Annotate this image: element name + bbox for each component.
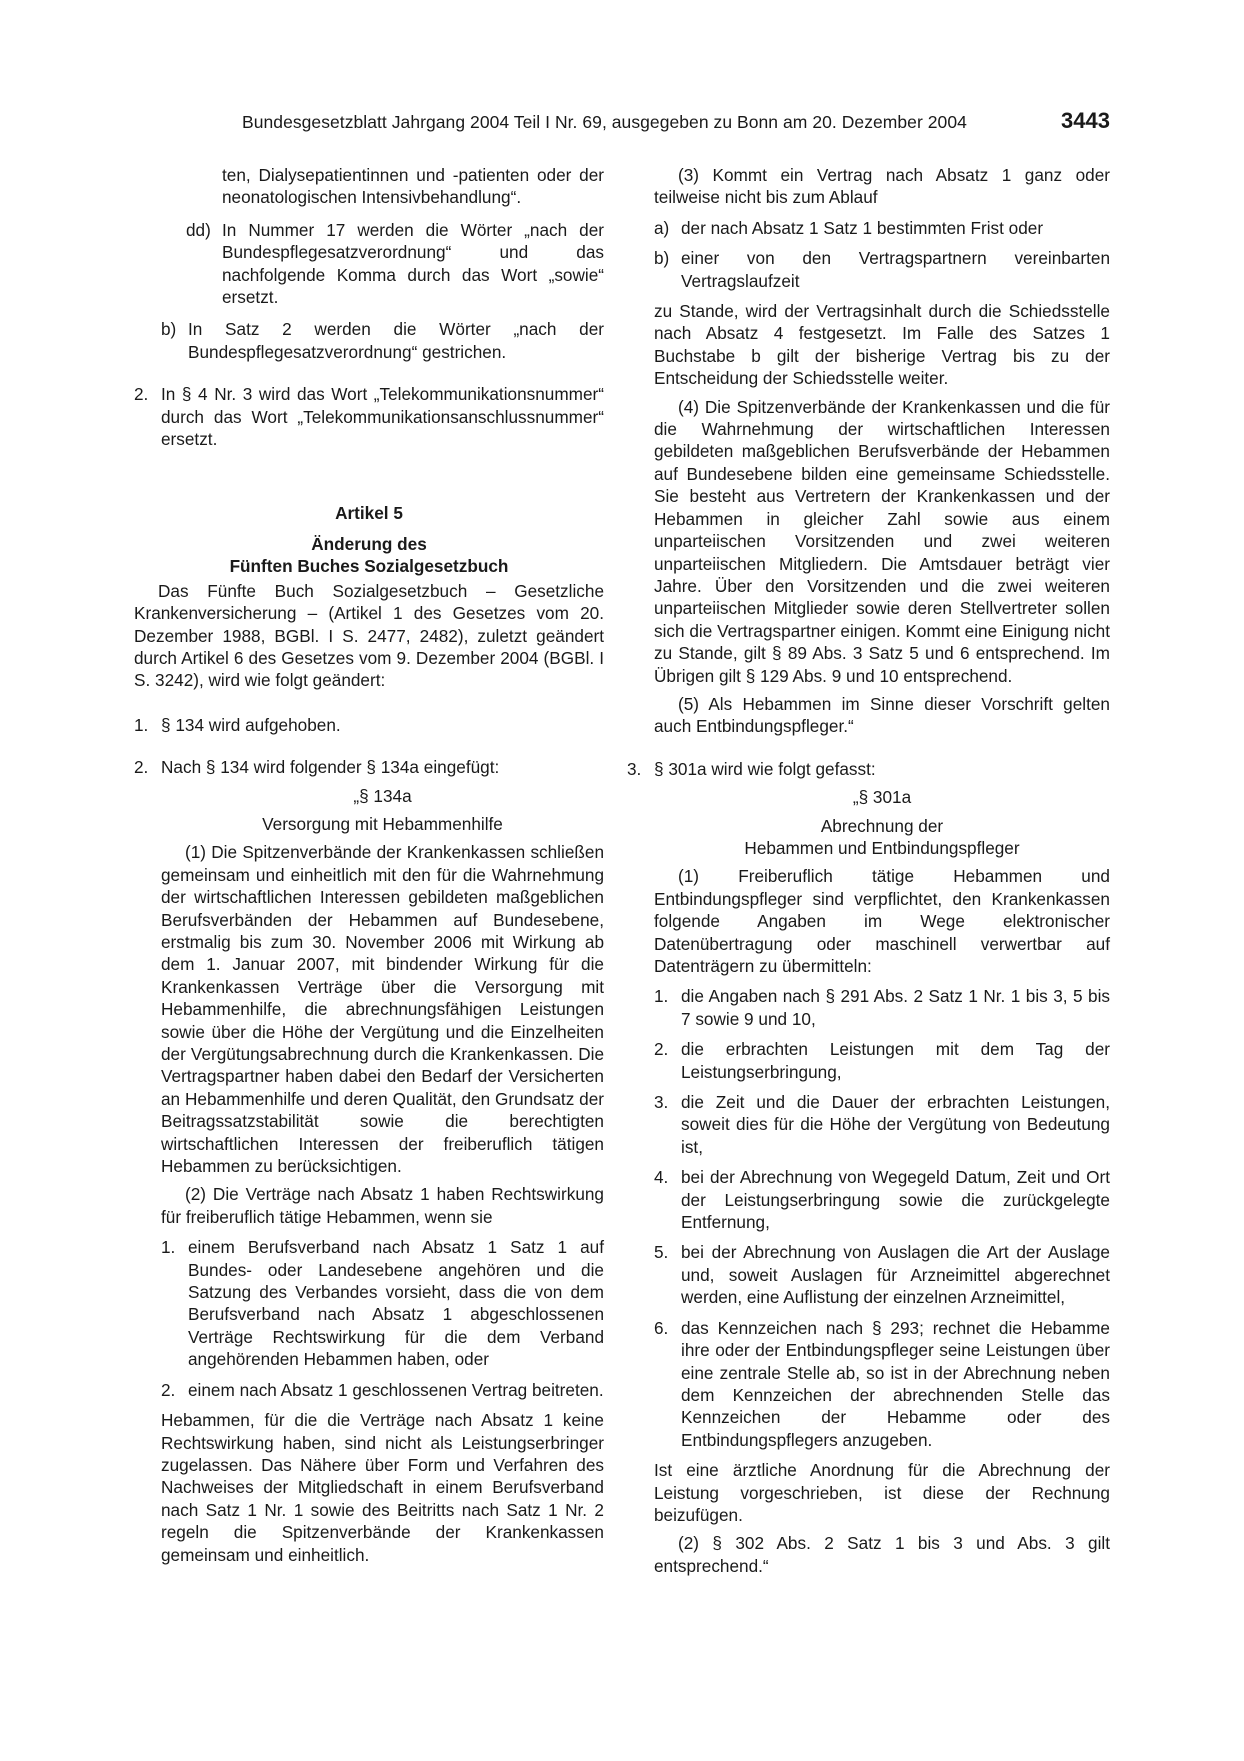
paragraph-r2: (2) § 302 Abs. 2 Satz 1 bis 3 und Abs. 3 gilt entsprechend.“ <box>654 1533 1110 1576</box>
list-text: § 134 wird aufgehoben. <box>161 714 341 735</box>
list-item <box>654 985 1110 1030</box>
list-text: bei der Abrechnung von Auslagen die Art der Auslage und, soweit Auslagen für Arzneimittel abgerechnet werden, eine Auflistung der einzelnen Arzneimittel, <box>681 1242 1110 1308</box>
paragraph-4: (4) Die Spitzenverbände der Krankenkassen und die für die Wahrnehmung der wirtschaftlichen Interessen gebildeten maßgeblichen Berufsverbände der Hebammen auf Bundesebene bilden eine gemeinsame Schiedsstelle. Sie besteht aus Vertretern der Krankenkassen und der Hebammen in gleicher Zahl sowie aus einem unparteiischen Vorsitzenden und zwei weiteren unparteiischen Mitgliedern. Die Amtsdauer beträgt vier Jahre. Über den Vorsitzenden und die zwei weiteren unparteiischen Mitglieder sowie deren Stellvertreter sollen sich die Vertragspartner einigen. Kommt eine Einigung nicht zu Stande, gilt § 89 Abs. 3 Satz 5 und 6 entsprechend. Im Übrigen gilt § 129 Abs. 9 und 10 entsprechend. <box>654 396 1110 686</box>
list-text: die Angaben nach § 291 Abs. 2 Satz 1 Nr. 1 bis 3, 5 bis 7 sowie 9 und 10, <box>681 986 1110 1029</box>
list-label: 1. <box>161 1237 176 1258</box>
section-number: „§ 134a <box>353 785 412 806</box>
list-text: einem Berufsverband nach Absatz 1 Satz 1 auf Bundes- oder Landesebene angehören und die Satzung des Verbandes vorsieht, dass die von dem Berufsverband nach Absatz 1 abgeschlossenen Verträge Rechtswirkung für die dem Verband angehörenden Hebammen haben, oder <box>188 1237 604 1370</box>
list-text: einem nach Absatz 1 geschlossenen Vertrag beitreten. <box>188 1379 604 1400</box>
left-column <box>134 164 604 1566</box>
list-label: 2. <box>161 1379 176 1400</box>
list-text: In Satz 2 werden die Wörter „nach der Bundespflegesatzverordnung“ gestrichen. <box>188 319 604 362</box>
list-text: Nach § 134 wird folgender § 134a eingefügt: <box>161 757 500 778</box>
numbered-list <box>654 985 1110 1451</box>
list-item <box>654 1241 1110 1308</box>
list-item-3 <box>627 758 1110 780</box>
list-item-dd <box>134 219 604 309</box>
list-item-a <box>654 217 1110 239</box>
list-label: 2. <box>134 384 149 405</box>
list-item <box>654 1166 1110 1233</box>
article-intro: Das Fünfte Buch Sozialgesetzbuch – Gesetzliche Krankenversicherung – (Artikel 1 des Gesetzes vom 20. Dezember 1988, BGBl. I S. 2477, 2482), zuletzt geändert durch Artikel 6 des Gesetzes vom 9. Dezember 2004 (BGBl. I S. 3242), wird wie folgt geändert: <box>134 580 604 691</box>
section-number: „§ 301a <box>852 787 912 808</box>
list-label: 6. <box>654 1317 669 1338</box>
header-title: Bundesgesetzblatt Jahrgang 2004 Teil I Nr. 69, ausgegeben zu Bonn am 20. Dezember 2004 <box>242 112 967 132</box>
list-label: b) <box>654 248 670 269</box>
list-item <box>654 1091 1110 1158</box>
section-134a <box>134 785 604 1566</box>
list-item-a5-2 <box>134 756 604 778</box>
section-title-line1: Abrechnung der <box>820 815 944 836</box>
list-label: b) <box>161 319 177 340</box>
list-label: a) <box>654 217 670 238</box>
list-item-abs2-2 <box>161 1379 604 1401</box>
list-item <box>654 1038 1110 1083</box>
continued-text: ten, Dialysepatientinnen und -patienten oder der neonatologischen Intensivbehandlung“. <box>222 165 604 208</box>
list-item-2 <box>134 383 604 450</box>
article-title-line2: Fünften Buches Sozialgesetzbuch <box>229 556 509 577</box>
list-label: 1. <box>134 714 149 735</box>
right-column <box>627 164 1110 1577</box>
list-label: 1. <box>654 986 669 1007</box>
list-item <box>654 1317 1110 1451</box>
section-title-line2: Hebammen und Entbindungspfleger <box>744 837 1020 858</box>
list-label: 2. <box>654 1039 669 1060</box>
list-text: In Nummer 17 werden die Wörter „nach der Bundespflegesatzverordnung“ und das nachfolgende Komma durch das Wort „sowie“ ersetzt. <box>222 219 604 308</box>
list-item-b <box>654 247 1110 292</box>
paragraph-2-tail: Hebammen, für die die Verträge nach Absatz 1 keine Rechtswirkung haben, sind nicht als Leistungserbringer zugelassen. Das Nähere über Form und Verfahren des Nachweises der Mitgliedschaft in einem Berufsverband nach Satz 1 Nr. 1 sowie des Beitritts nach Satz 1 Nr. 2 regeln die Spitzenverbände der Krankenkassen gemeinsam und einheitlich. <box>161 1410 604 1565</box>
paragraph-2: (2) Die Verträge nach Absatz 1 haben Rechtswirkung für freiberuflich tätige Hebammen, wenn sie <box>161 1184 604 1227</box>
list-text: In § 4 Nr. 3 wird das Wort „Telekommunikationsnummer“ durch das Wort „Telekommunikationsanschlussnummer“ ersetzt. <box>161 384 604 450</box>
list-text: die erbrachten Leistungen mit dem Tag der Leistungserbringung, <box>681 1039 1110 1082</box>
list-text: einer von den Vertragspartnern vereinbarten Vertragslaufzeit <box>681 248 1110 291</box>
list-label: 3. <box>654 1092 669 1113</box>
list-text: bei der Abrechnung von Wegegeld Datum, Zeit und Ort der Leistungserbringung sowie die zurückgelegte Entfernung, <box>681 1167 1110 1233</box>
section-title: Versorgung mit Hebammenhilfe <box>262 813 503 834</box>
paragraph-1: (1) Die Spitzenverbände der Krankenkassen schließen gemeinsam und einheitlich mit den für die Wahrnehmung der wirtschaftlichen Interessen gebildeten maßgeblichen Berufsverbänden der Hebammen auf Bundesebene, erstmalig bis zum 30. November 2006 mit Wirkung ab dem 1. Januar 2007, mit bindender Wirkung für die Krankenkassen Verträge über die Versorgung mit Hebammenhilfe, die abrechnungsfähigen Leistungen sowie über die Höhe der Vergütung und die Einzelheiten der Vergütungsabrechnung durch die Krankenkassen. Die Vertragspartner haben dabei den Bedarf der Versicherten an Hebammenhilfe und deren Qualität, den Grundsatz der Beitragssatzstabilität sowie die berechtigten wirtschaftlichen Interessen der freiberuflich tätigen Hebammen zu berücksichtigen. <box>161 842 604 1177</box>
list-text: der nach Absatz 1 Satz 1 bestimmten Frist oder <box>681 217 1044 238</box>
list-label: dd) <box>186 219 211 240</box>
list-label: 4. <box>654 1167 669 1188</box>
list-item-abs2-1 <box>161 1236 604 1370</box>
page-header <box>134 108 1110 138</box>
list-label: 2. <box>134 757 149 778</box>
paragraph-r1-tail: Ist eine ärztliche Anordnung für die Abrechnung der Leistung vorgeschrieben, ist diese der Rechnung beizufügen. <box>654 1460 1110 1525</box>
list-item-b <box>134 318 604 363</box>
page-number: 3443 <box>1061 108 1110 133</box>
list-label: 3. <box>627 758 642 779</box>
paragraph-3: (3) Kommt ein Vertrag nach Absatz 1 ganz oder teilweise nicht bis zum Ablauf <box>654 165 1110 208</box>
paragraph-r1: (1) Freiberuflich tätige Hebammen und Entbindungspfleger sind verpflichtet, den Krankenkassen folgende Angaben im Wege elektronischer Datenübertragung oder maschinell verwertbar auf Datenträgern zu übermitteln: <box>654 866 1110 976</box>
paragraph-5: (5) Als Hebammen im Sinne dieser Vorschrift gelten auch Entbindungspfleger.“ <box>654 693 1110 737</box>
list-text: § 301a wird wie folgt gefasst: <box>654 758 876 779</box>
paragraph-3-tail: zu Stande, wird der Vertragsinhalt durch die Schiedsstelle nach Absatz 4 festgesetzt. Im Falle des Satzes 1 Buchstabe b gilt der bisherige Vertrag bis zu der Entscheidung der Schiedsstelle weiter. <box>654 301 1110 389</box>
list-text: das Kennzeichen nach § 293; rechnet die Hebamme ihre oder der Entbindungspfleger seine Leistungen über eine zentrale Stelle ab, so ist in der Abrechnung neben dem Kennzeichen der abrechnenden Stelle das Kennzeichen der Hebamme oder des Entbindungspflegers anzugeben. <box>681 1317 1110 1450</box>
article-number: Artikel 5 <box>335 503 403 524</box>
list-item-a5-1 <box>134 714 604 736</box>
list-text: die Zeit und die Dauer der erbrachten Leistungen, soweit dies für die Höhe der Vergütung von Bedeutung ist, <box>681 1092 1110 1157</box>
article-title-line1: Änderung des <box>311 533 427 554</box>
list-label: 5. <box>654 1242 669 1263</box>
